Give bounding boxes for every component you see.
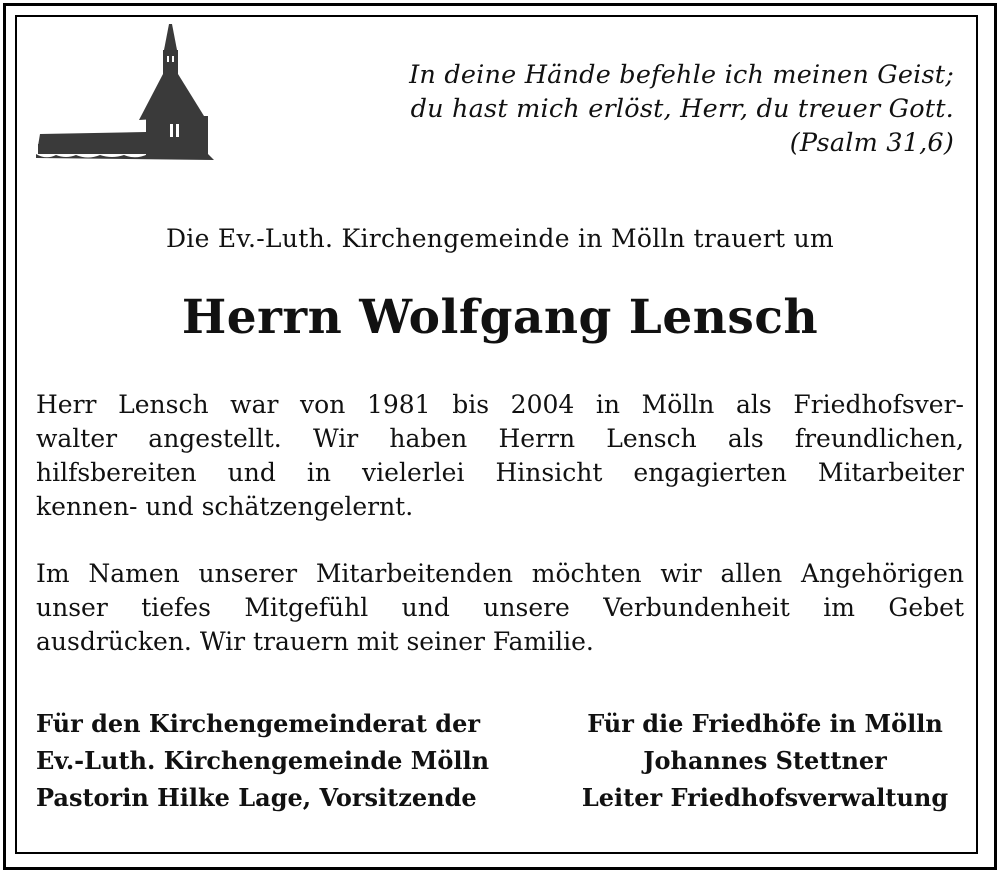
intro-line: Die Ev.-Luth. Kirchengemeinde in Mölln trauert um — [165, 224, 835, 253]
signature-right — [556, 705, 974, 816]
signature-right-line: Johannes Stettner — [643, 746, 887, 775]
signature-left-line: Ev.-Luth. Kirchengemeinde Mölln — [36, 746, 490, 775]
verse-line-2: du hast mich erlöst, Herr, du treuer Gott. — [410, 94, 954, 124]
paragraph-1-line: walter angestellt. Wir haben Herrn Lensch als freundlichen, — [36, 424, 964, 453]
paragraph-1-line: kennen- und schätzengelernt. — [36, 492, 414, 521]
signature-right-line: Leiter Friedhofsverwaltung — [581, 783, 949, 812]
paragraph-1-line: Herr Lensch war von 1981 bis 2004 in Mölln als Friedhofsver- — [36, 390, 964, 419]
paragraph-2-line: unser tiefes Mitgefühl und unsere Verbundenheit im Gebet — [36, 593, 964, 622]
paragraph-2-line: ausdrücken. Wir trauern mit seiner Familie. — [36, 627, 594, 656]
signature-right-line: Für die Friedhöfe in Mölln — [587, 709, 943, 738]
paragraph-2 — [36, 557, 964, 659]
paragraph-2-line: Im Namen unserer Mitarbeitenden möchten wir allen Angehörigen — [36, 559, 964, 588]
signature-left-line: Für den Kirchengemeinderat der — [36, 709, 480, 738]
signature-left-line: Pastorin Hilke Lage, Vorsitzende — [36, 783, 477, 812]
bible-verse — [334, 58, 954, 160]
verse-reference: (Psalm 31,6) — [789, 128, 954, 158]
church-icon — [36, 24, 216, 164]
signature-left — [36, 705, 546, 816]
paragraph-1-line: hilfsbereiten und in vielerlei Hinsicht engagierten Mitarbeiter — [36, 458, 964, 487]
verse-line-1: In deine Hände befehle ich meinen Geist; — [409, 60, 954, 90]
paragraph-1 — [36, 388, 964, 524]
deceased-name: Herrn Wolfgang Lensch — [181, 290, 819, 345]
